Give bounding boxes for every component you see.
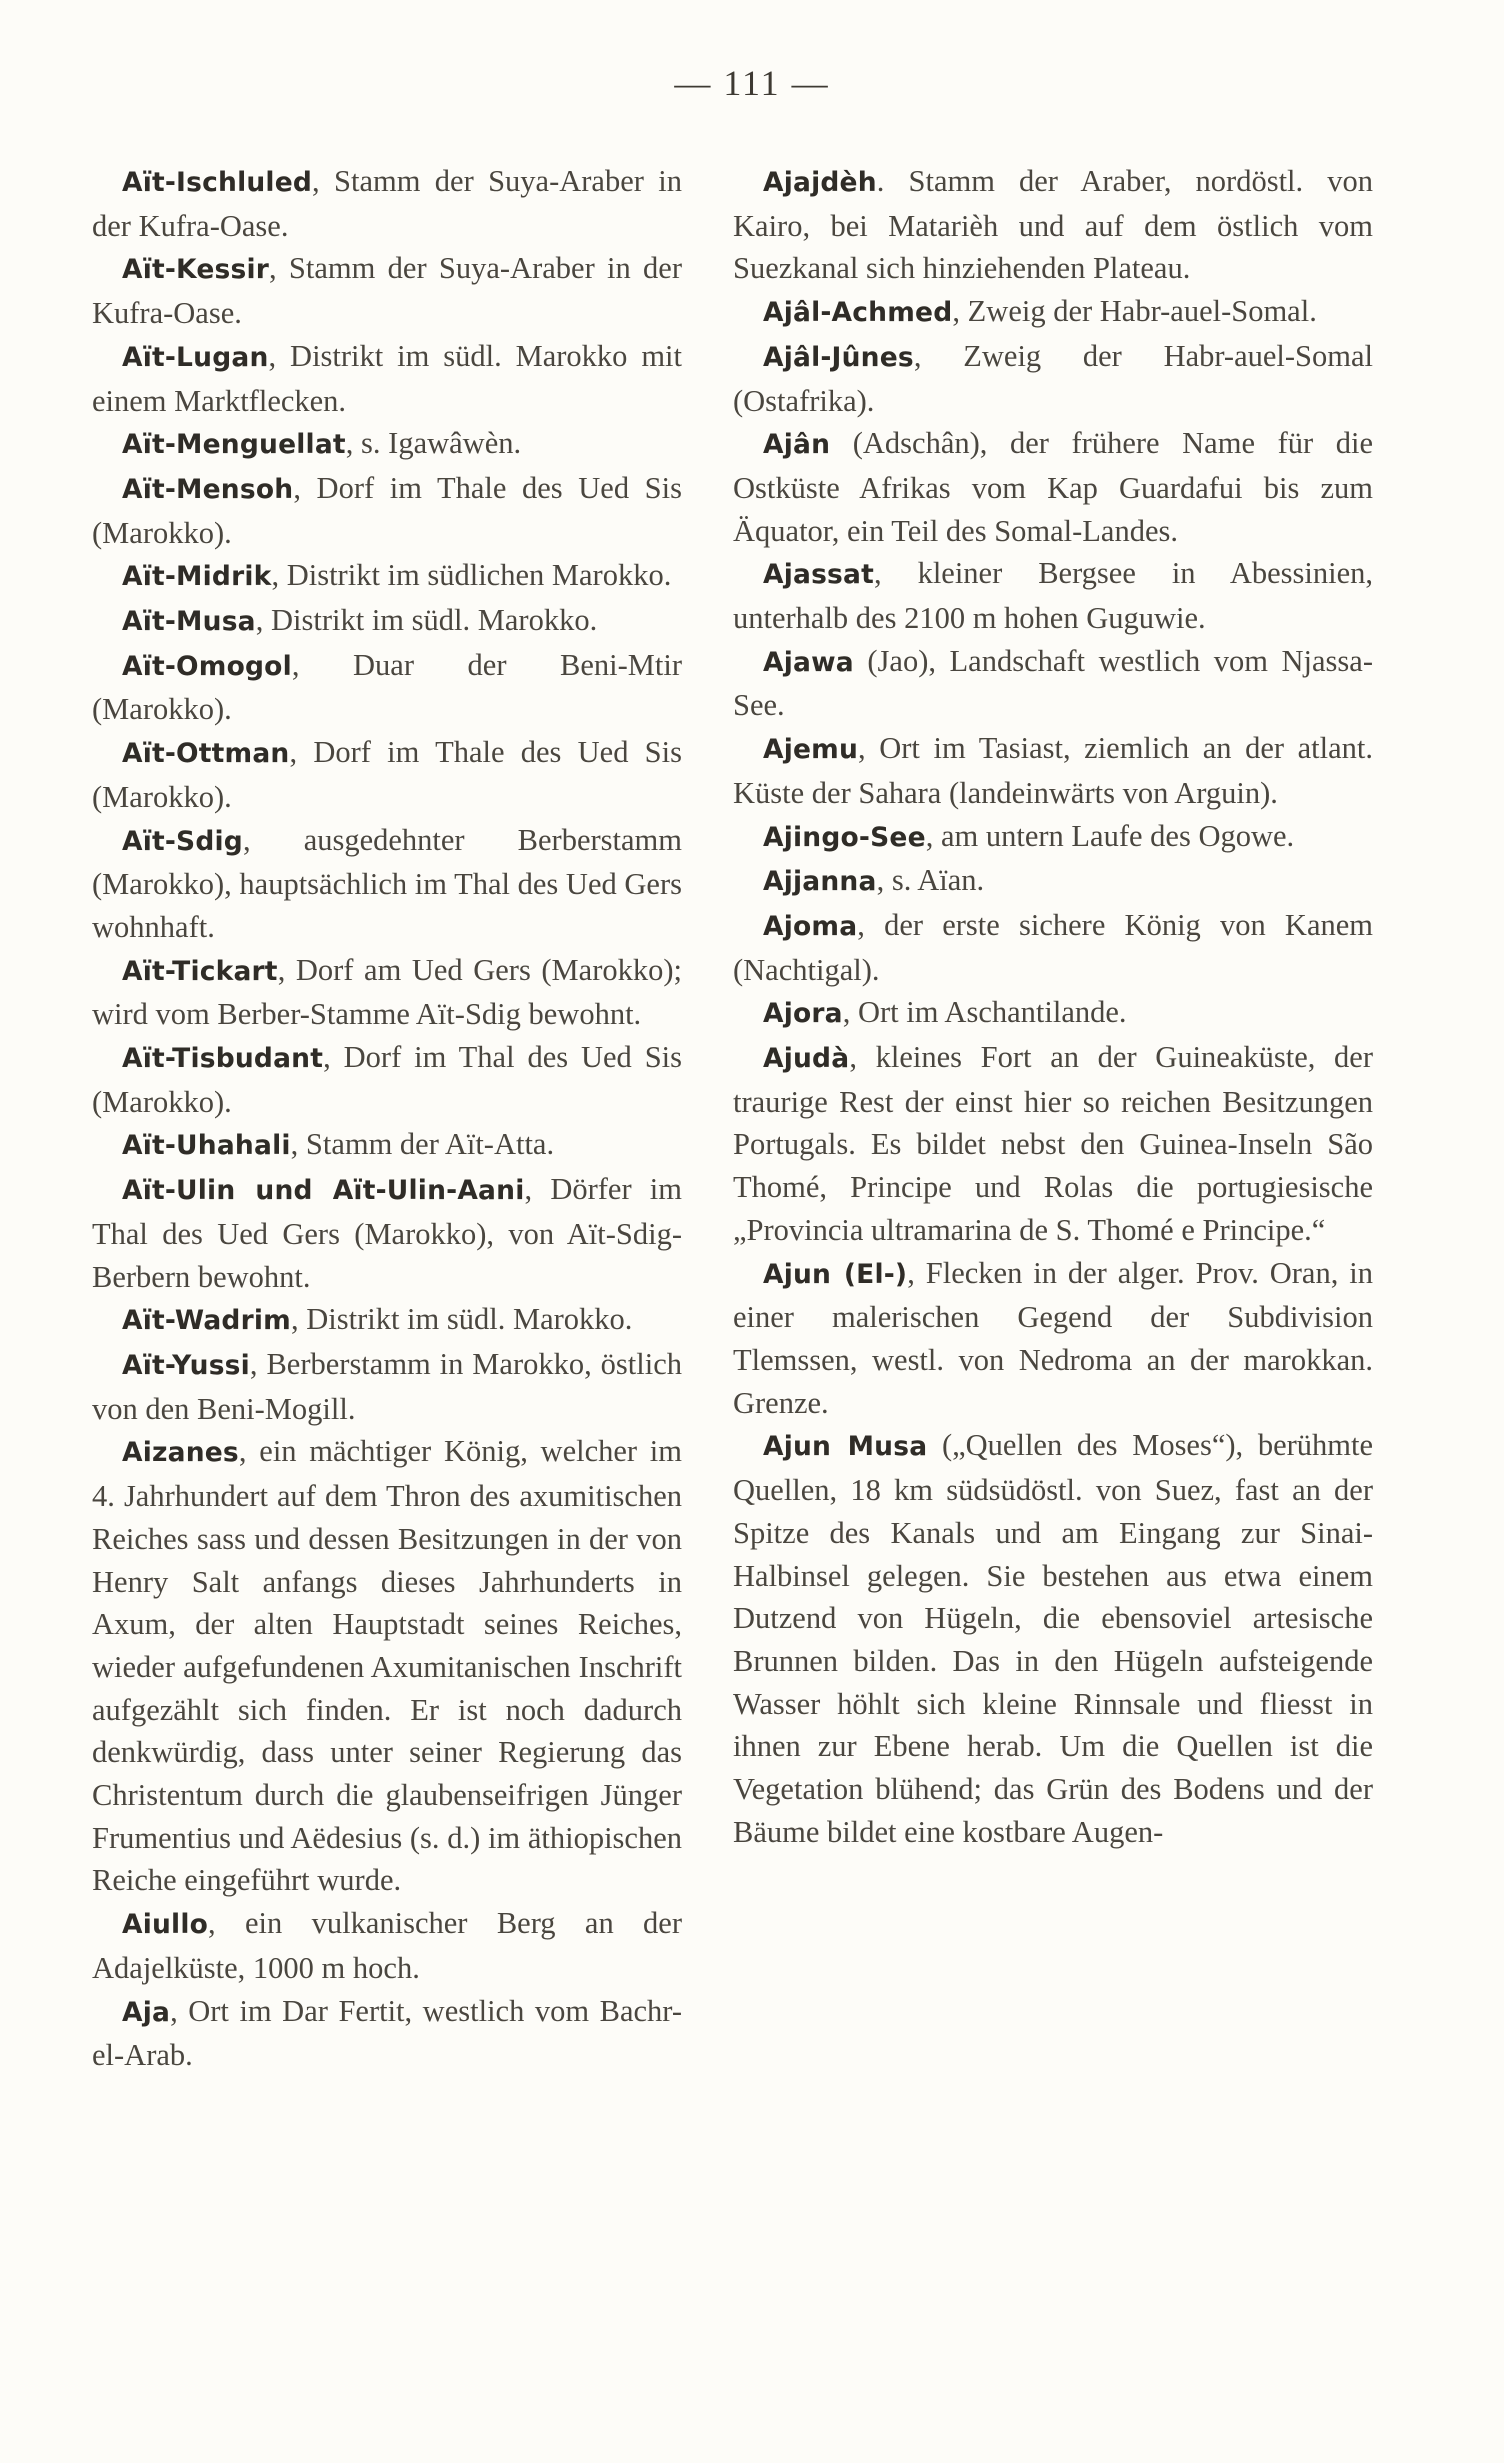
entry-definition: , Distrikt im südl. Marokko. [255, 603, 598, 638]
entry-headword: Aït-Ischluled [122, 167, 313, 198]
entry-definition: , Berberstamm in Marokko, östlich von den Beni-Mogill. [92, 1346, 682, 1426]
right-column-entry [733, 640, 1373, 727]
entry-headword: Aït-Omogol [122, 650, 292, 682]
entry-headword: Ajâl-Jûnes [763, 341, 914, 373]
entry-definition: . Stamm der Araber, nordöstl. von Kairo, bei Matarièh und auf dem östlich vom Suezkanal sich hinziehenden Plateau. [733, 164, 1373, 286]
entry-headword: Ajân [763, 429, 831, 461]
entry-definition: , Stamm der Suya-Araber in der Kufra-Oase. [92, 164, 682, 243]
entry-headword: Aït-Sdig [122, 825, 243, 857]
entry-definition: („Quellen des Moses“), berühmte Quellen, 18 km südsüdöstl. von Suez, fast an der Spitze des Kanals und am Eingang zur Sinai-Halbinsel gelegen. Sie bestehen aus etwa einem Dutzend von Hügeln, die ebensoviel artesische Brunnen bilden. Das in den Hügeln aufsteigende Wasser höhlt sich kleine Rinnsale und fliesst in ihnen zur Ebene herab. Um die Quellen ist die Vegetation blühend; das Grün des Bodens und der Bäume bildet eine kostbare Augen- [733, 1428, 1374, 1849]
entry-definition: (Adschân), der frühere Name für die Ostküste Afrikas vom Kap Guardafui bis zum Äquator, ein Teil des Somal-Landes. [733, 426, 1373, 548]
entry-headword: Ajudà [763, 1043, 850, 1075]
left-column [92, 160, 682, 2077]
entry-definition: , Dorf im Thale des Ued Sis (Marokko). [92, 470, 682, 550]
entry-definition: , ausgedehnter Berberstamm (Marokko), hauptsächlich im Thal des Ued Gers wohnhaft. [92, 822, 682, 944]
entry-headword: Ajoma [763, 910, 858, 942]
entry-headword: Aït-Kessir [122, 254, 269, 286]
entry-definition: , Ort im Tasiast, ziemlich an der atlant. Küste der Sahara (landeinwärts von Arguin). [733, 731, 1373, 810]
right-column-entry [733, 552, 1373, 639]
entry-headword: Aït-Musa [122, 606, 256, 638]
entry-headword: Ajassat [763, 559, 874, 591]
left-column-entry [92, 554, 682, 599]
entry-definition: , Stamm der Suya-Araber in der Kufra-Oase. [92, 251, 682, 331]
entry-headword: Ajjanna [763, 866, 877, 898]
right-column-entry [733, 991, 1373, 1036]
entry-definition: , ein mächtiger König, welcher im 4. Jahrhundert auf dem Thron des axumitischen Reiches sass und dessen Besitzungen in der von Henry Salt anfangs dieses Jahrhunderts in Axum, der alten Hauptstadt seines Reiches, wieder aufgefundenen Axumitanischen Inschrift aufgezählt sich finden. Er ist noch dadurch denkwürdig, dass unter seiner Regierung das Christentum durch die glaubenseifrigen Jünger Frumentius und Aëdesius (s. d.) im äthiopischen Reiche eingeführt wurde. [92, 1434, 682, 1898]
entry-definition: , am untern Laufe des Ogowe. [925, 818, 1295, 853]
left-column-entry [92, 1430, 682, 1902]
right-column [733, 160, 1373, 1853]
entry-headword: Ajajdèh [763, 167, 877, 198]
entry-definition: , Distrikt im südl. Marokko. [290, 1302, 633, 1337]
right-column-entry [733, 727, 1373, 814]
entry-definition: , Duar der Beni-Mtir (Marokko). [92, 647, 682, 727]
entry-definition: , Distrikt im südl. Marokko mit einem Marktflecken. [92, 338, 682, 418]
right-column-entry [733, 1424, 1373, 1853]
entry-headword: Ajora [763, 998, 843, 1030]
entry-definition: , s. Aïan. [876, 863, 985, 898]
entry-headword: Aizanes [122, 1437, 239, 1469]
entry-definition: , Stamm der Aït-Atta. [290, 1127, 555, 1162]
right-column-entry [733, 335, 1373, 422]
left-column-entry [92, 1298, 682, 1343]
entry-headword: Aït-Uhahali [122, 1130, 291, 1162]
right-column-entry [733, 1036, 1373, 1252]
left-column-entry [92, 1036, 682, 1123]
entry-definition: , kleines Fort an der Guineaküste, der traurige Rest der einst hier so reichen Besitzungen Portugals. Es bildet nebst den Guinea-Inseln São Thomé, Principe und Rolas die portugiesische „Provincia ultramarina de S. Thomé e Principe.“ [733, 1040, 1373, 1247]
entry-definition: , Dorf im Thal des Ued Sis (Marokko). [92, 1040, 682, 1119]
right-column-entry [733, 1252, 1373, 1425]
entry-definition: , Distrikt im südlichen Marokko. [271, 558, 672, 593]
entry-headword: Ajun (El-) [763, 1258, 908, 1290]
entry-definition: (Jao), Landschaft westlich vom Njassa-See. [733, 643, 1373, 723]
entry-headword: Ajingo-See [763, 821, 926, 853]
left-column-entry [92, 599, 682, 644]
entry-headword: Aiullo [122, 1909, 209, 1941]
left-column-entry [92, 819, 682, 949]
entry-headword: Aït-Midrik [122, 561, 272, 593]
left-column-entry [92, 1343, 682, 1430]
entry-definition: , Ort im Aschantilande. [842, 995, 1127, 1030]
left-column-entry [92, 247, 682, 334]
entry-headword: Aja [122, 1996, 171, 2028]
entry-definition: , Ort im Dar Fertit, westlich vom Bachr-el-Arab. [92, 1993, 682, 2073]
left-column-entry [92, 1990, 682, 2077]
page-number: — 111 — [674, 63, 830, 103]
entry-headword: Aït-Mensoh [122, 473, 294, 505]
left-column-entry [92, 1123, 682, 1168]
entry-headword: Aït-Tisbudant [122, 1043, 324, 1075]
entry-headword: Aït-Menguellat [122, 429, 346, 461]
left-column-entry [92, 160, 682, 247]
left-column-entry [92, 335, 682, 422]
entry-headword: Ajun Musa [763, 1431, 928, 1463]
entry-headword: Aït-Lugan [122, 341, 269, 373]
entry-headword: Aït-Ottman [122, 738, 290, 770]
left-column-entry [92, 644, 682, 731]
entry-definition: , Dörfer im Thal des Ued Gers (Marokko), von Aït-Sdig-Berbern bewohnt. [92, 1172, 683, 1294]
entry-headword: Aït-Tickart [122, 955, 278, 987]
left-column-entry [92, 422, 682, 467]
right-column-entry [733, 422, 1373, 552]
entry-definition: , s. Igawâwèn. [345, 426, 522, 461]
left-column-entry [92, 731, 682, 818]
entry-definition: , Dorf am Ued Gers (Marokko); wird vom Berber-Stamme Aït-Sdig bewohnt. [92, 952, 682, 1032]
entry-headword: Aït-Wadrim [122, 1305, 291, 1337]
right-column-entry [733, 859, 1373, 904]
entry-headword: Ajawa [763, 646, 854, 678]
left-column-entry [92, 1902, 682, 1989]
right-column-entry [733, 160, 1373, 290]
entry-definition: , Zweig der Habr-auel-Somal. [952, 294, 1317, 329]
left-column-entry [92, 1168, 682, 1298]
entry-definition: , der erste sichere König von Kanem (Nachtigal). [733, 907, 1373, 987]
entry-definition: , kleiner Bergsee in Abessinien, unterhalb des 2100 m hohen Guguwie. [733, 556, 1373, 636]
entry-headword: Ajâl-Achmed [763, 297, 953, 329]
entry-definition: , Zweig der Habr-auel-Somal (Ostafrika). [733, 338, 1373, 418]
left-column-entry [92, 949, 682, 1036]
entry-definition: , Dorf im Thale des Ued Sis (Marokko). [92, 735, 682, 814]
entry-headword: Aït-Yussi [122, 1349, 250, 1381]
entry-headword: Aït-Ulin und Aït-Ulin-Aani [122, 1175, 525, 1207]
entry-headword: Ajemu [763, 734, 859, 766]
right-column-entry [733, 290, 1373, 335]
right-column-entry [733, 904, 1373, 991]
right-column-entry [733, 815, 1373, 860]
left-column-entry [92, 467, 682, 554]
entry-definition: , Flecken in der alger. Prov. Oran, in einer malerischen Gegend der Subdivision Tlemssen, westl. von Nedroma an der marokkan. Grenze. [733, 1255, 1373, 1420]
entry-definition: , ein vulkanischer Berg an der Adajelküste, 1000 m hoch. [92, 1906, 682, 1985]
